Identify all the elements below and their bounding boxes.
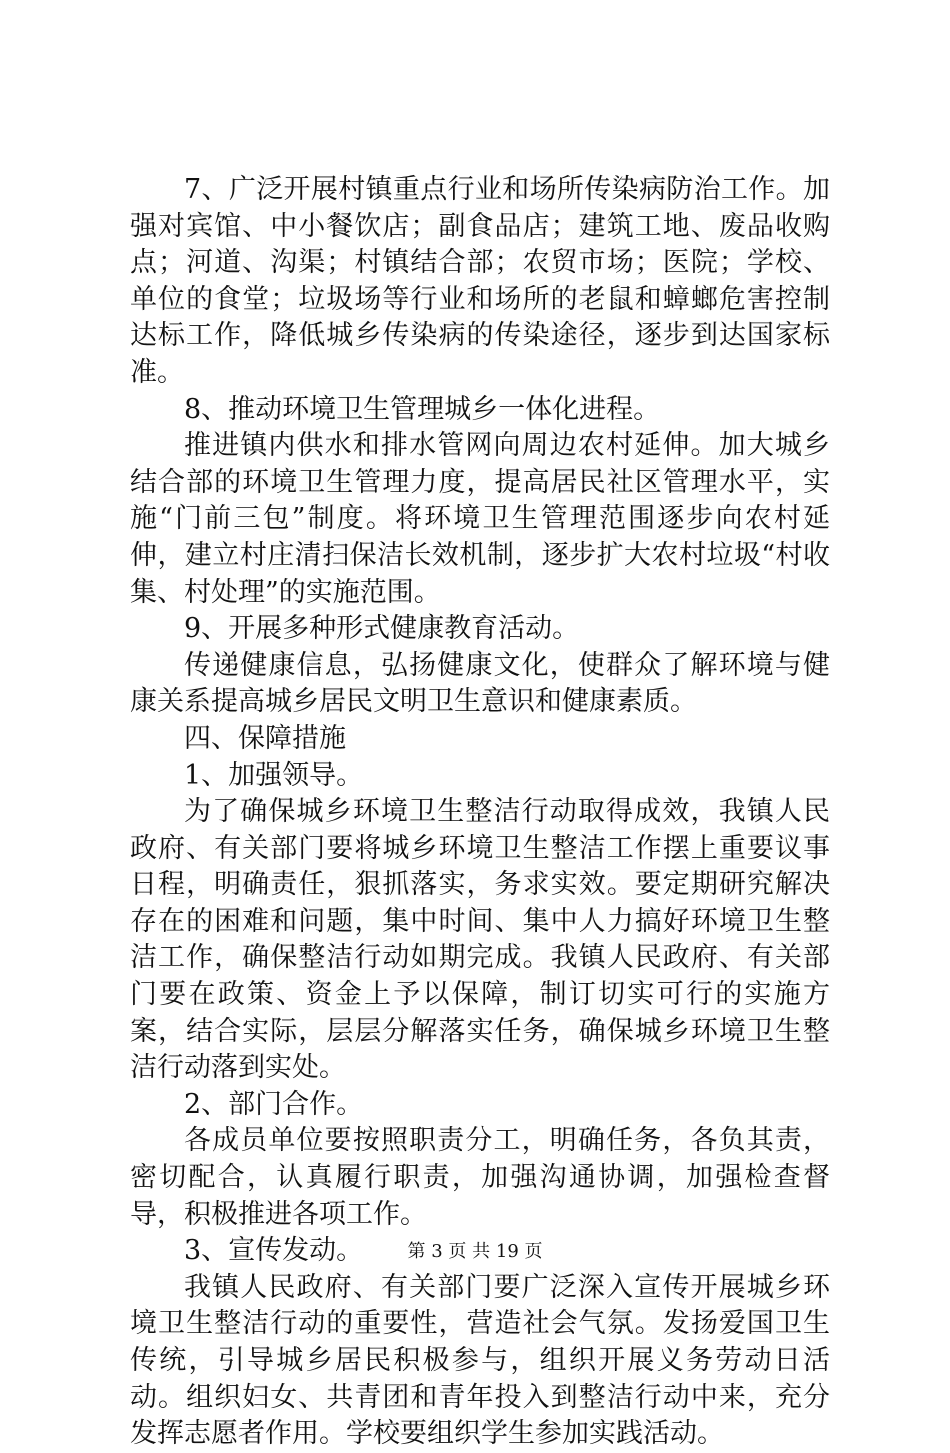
paragraph-item-7: 7、广泛开展村镇重点行业和场所传染病防治工作。加强对宾馆、中小餐饮店；副食品店；建筑工地、废品收购点；河道、沟渠；村镇结合部；农贸市场；医院；学校、单位的食堂；垃圾场等行业和场所的老鼠和蟑螂危害控制达标工作，降低城乡传染病的传染途径，逐步到达国家标准。 xyxy=(130,174,830,388)
paragraph-publicity-body: 我镇人民政府、有关部门要广泛深入宣传开展城乡环境卫生整洁行动的重要性，营造社会气氛。发扬爱国卫生传统，引导城乡居民积极参与，组织开展义务劳动日活动。组织妇女、共青团和青年投入到整洁行动中来，充分发挥志愿者作用。学校要组织学生参加实践活动。 xyxy=(130,1271,830,1450)
paragraph-item-8-body: 推进镇内供水和排水管网向周边农村延伸。加大城乡结合部的环境卫生管理力度，提高居民社区管理水平，实施“门前三包”制度。将环境卫生管理范围逐步向农村延伸，建立村庄清扫保洁长效机制，逐步扩大农村垃圾“村收集、村处理”的实施范围。 xyxy=(130,430,830,608)
page-number: 第 3 页 xyxy=(407,1241,467,1262)
heading-item-8: 8、推动环境卫生管理城乡一体化进程。 xyxy=(184,393,661,425)
subheading-leadership: 1、加强领导。 xyxy=(184,759,364,791)
page-total: 共 19 页 xyxy=(472,1241,543,1262)
heading-item-9: 9、开展多种形式健康教育活动。 xyxy=(184,613,580,645)
subheading-publicity: 3、宣传发动。 xyxy=(184,1235,364,1267)
page-footer xyxy=(0,1240,950,1264)
paragraph-item-9-body: 传递健康信息，弘扬健康文化，使群众了解环境与健康关系提高城乡居民文明卫生意识和健康素质。 xyxy=(130,649,830,718)
paragraph-cooperation-body: 各成员单位要按照职责分工，明确任务，各负其责，密切配合，认真履行职责，加强沟通协调，加强检查督导，积极推进各项工作。 xyxy=(130,1125,830,1230)
subheading-cooperation: 2、部门合作。 xyxy=(184,1088,364,1120)
paragraph-leadership-body: 为了确保城乡环境卫生整洁行动取得成效，我镇人民政府、有关部门要将城乡环境卫生整洁工作摆上重要议事日程，明确责任，狠抓落实，务求实效。要定期研究解决存在的困难和问题，集中时间、集中人力搞好环境卫生整洁工作，确保整洁行动如期完成。我镇人民政府、有关部门要在政策、资金上予以保障，制订切实可行的实施方案，结合实际，层层分解落实任务，确保城乡环境卫生整洁行动落到实处。 xyxy=(130,796,830,1084)
section-heading-safeguards: 四、保障措施 xyxy=(184,722,346,754)
